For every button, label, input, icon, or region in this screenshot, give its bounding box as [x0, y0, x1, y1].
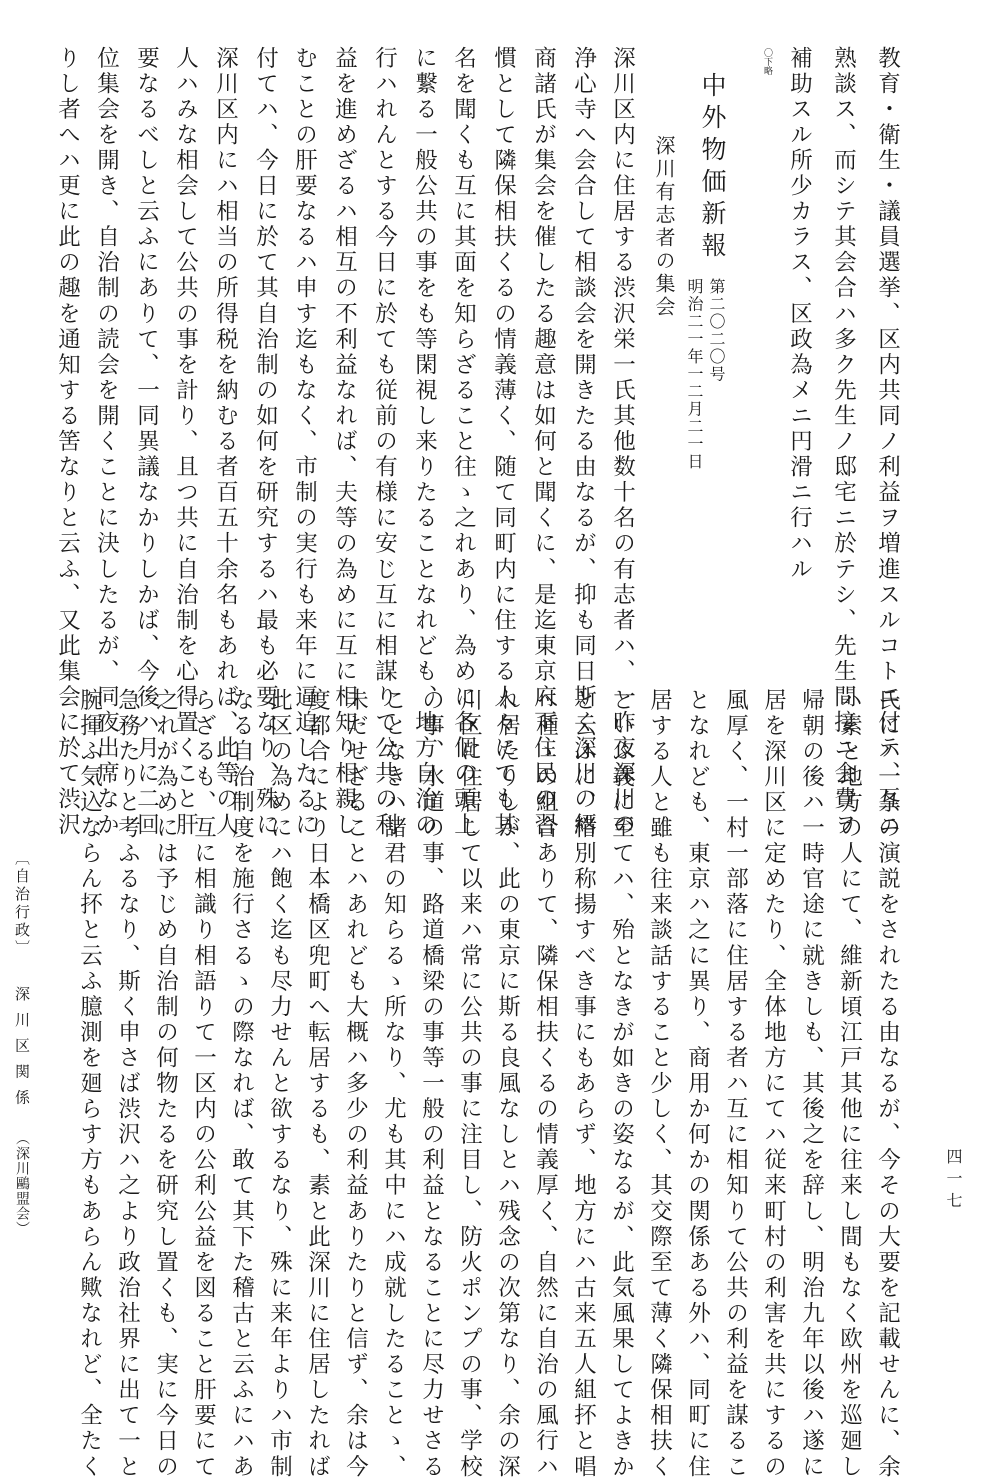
article-line: 氏にハ一条の演説をされたる由なるが、今その大要を記載せんに、余 [874, 688, 901, 1480]
article-line: 腕揮ふ気込ならん抔と云ふ臆測を廻らす方もあらん歟なれど、全たく [76, 688, 103, 1480]
intro-line: 熟談ス、而シテ其会合ハ多ク先生ノ邸宅ニ於テシ、先生間接ニ会費ヲ [830, 46, 857, 839]
article-line: へ種ゝの組合ありて、隣保相扶くるの情義厚く、自然に自治の風行ハ [532, 688, 559, 1480]
article-line: に繋る一般公共の事をも等閑視し来りたることなれども、地方自治の [411, 46, 438, 839]
article-line: 商諸氏が集会を催したる趣意は如何と聞くに、是迄東京府下住民の習 [530, 46, 557, 839]
article-line: 急務たりと考ふるなり、斯く申さば渋沢ハ之より政治社界に出て一と [114, 688, 141, 1480]
article-line: 未だせざることハあれども大概ハ多少の利益ありたりと信ず、余は今 [342, 688, 369, 1480]
article-line: らざるも、互に相識り相語りて一区内の公利公益を図ること肝要にて [190, 688, 217, 1480]
article-line: れ居たりしが、此の東京に斯る良風なしとハ残念の次第なり、余の深 [494, 688, 521, 1480]
article-line: むことの肝要なるハ申す迄もなく、市制の実行も来年に逼迫したるに [291, 46, 318, 839]
article-line: ことなきハ諸君の知らるゝ所なり、尤も其中にハ成就したることゝ、 [380, 688, 407, 1480]
article-line: ハ素と地方の人にて、維新頃江戸其他に往来し間もなく欧州を巡廻し [836, 688, 863, 1480]
article-line: 居する人と雖も往来談話すること少しく、其交際至て薄く隣保相扶く [646, 688, 673, 1480]
article-line: りし者へハ更に此の趣を通知する筈なりと云ふ、又此集会に於て渋沢 [54, 46, 81, 839]
article-line: と云ふに、格別称揚すべき事にもあらず、地方にハ古来五人組抔と唱 [570, 688, 597, 1480]
article-line: といふ義に至てハ、殆となきが如きの姿なるが、此気風果してよきか [608, 688, 635, 1480]
article-line: 度都合により日本橋区兜町へ転居するも、素と此深川に住居したれば [304, 688, 331, 1480]
article-line: 居を深川区に定めたり、全体地方にてハ従来町村の利害を共にするの [760, 688, 787, 1480]
article-line: の事、水道の事、路道橋梁の事等一般の利益となることに尽力せさる [418, 688, 445, 1480]
omission-note: 〇下略 [762, 48, 772, 75]
article-line: 深川区内にハ相当の所得税を納むる者百五十余名もあれば、此等の人 [212, 46, 239, 839]
newspaper-title: 中外物価新報 [698, 72, 727, 264]
article-line: 帰朝の後ハ一時官途に就きしも、其後之を辞し、明治九年以後ハ遂に [798, 688, 825, 1480]
issue-date: 明治二一年一二月二一日 [685, 278, 704, 471]
intro-line: 補助スル所少カラス、区政為メニ円滑ニ行ハル [786, 46, 813, 583]
article-line: 付てハ、今日に於て其自治制の如何を研究するハ最も必要なり、殊に [252, 46, 279, 839]
footer-source: （深川鷗盟会） [14, 1131, 30, 1237]
article-line: なる自治制度を施行さるゝの際なれば、敢て其下た稽古と云ふにハあ [228, 688, 255, 1480]
article-line: 川区に住居して以来ハ常に公共の事に注目し、防火ポンプの事、学校 [456, 688, 483, 1480]
article-line: 要なるべしと云ふにありて、一同異議なかりしかば、今後ハ月に二回 [133, 46, 160, 839]
article-line: 浄心寺へ会合して相談会を開きたる由なるが、抑も同日斯く深川の縉 [570, 46, 597, 839]
issue-number: 第二〇二〇号 [707, 278, 726, 383]
article-line: 此区の為めにハ飽く迄も尽力せんと欲するなり、殊に来年よりハ市制 [266, 688, 293, 1480]
footer-running-head [14, 850, 29, 1236]
article-line: 深川区内に住居する渋沢栄一氏其他数十名の有志者ハ、一昨夜深川の [609, 46, 636, 839]
article-line: となれども、東京ハ之に異り、商用か何かの関係ある外ハ、同町に住 [684, 688, 711, 1480]
footer-category: 〔自治行政〕 [13, 850, 31, 958]
footer-section: 深 川 区 関 係 [13, 986, 31, 1108]
article-line: 之れが為めには予じめ自治制の何物たるを研究し置くも、実に今日の [152, 688, 179, 1480]
article-line: 慣として隣保相扶くるの情義薄く、随て同町内に住する人々にても其 [490, 46, 517, 839]
article-line: 位集会を開き、自治制の読会を開くことに決したるが、同夜出席なか [93, 46, 120, 839]
page-number: 四一七 [944, 1148, 963, 1214]
article-title: 深川有志者の集会 [652, 135, 676, 319]
article-line: 風厚く、一村一部落に住居する者ハ互に相知りて公共の利益を謀るこ [722, 688, 749, 1480]
article-line: 行ハれんとする今日に於ても従前の有様に安じ互に相謀りて公共の利 [371, 46, 398, 839]
article-line: 名を聞くも互に其面を知らざること往ゝ之れあり、為めに各個の頭上 [450, 46, 477, 839]
intro-line: 教育・衛生・議員選挙、区内共同ノ利益ヲ増進スルコトニ付テ、互ニ [874, 46, 901, 839]
article-line: 人ハみな相会して公共の事を計り、且つ共に自治制を心得置くこと肝 [172, 46, 199, 839]
article-line: 益を進めざるハ相互の不利益なれば、夫等の為めに互に相知り相親し [331, 46, 358, 839]
